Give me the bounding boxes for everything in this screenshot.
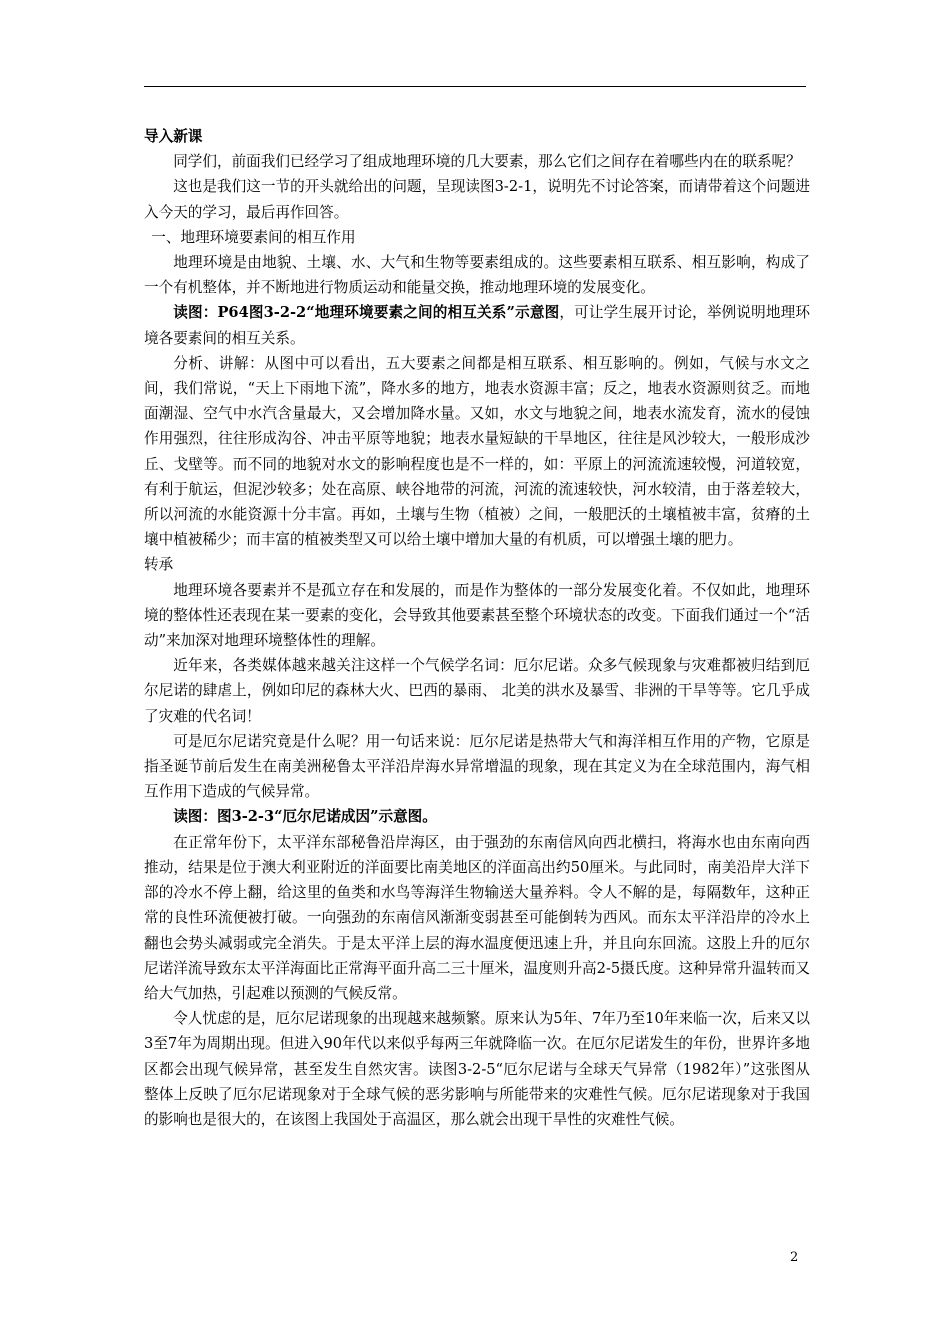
heading-intro: 导入新课 xyxy=(144,128,203,145)
page-number: 2 xyxy=(790,1250,799,1265)
heading-transition: 转承 xyxy=(144,556,174,574)
paragraph-whole: 地理环境各要素并不是孤立存在和发展的，而是作为整体的一部分发展变化着。不仅如此，地理环境的整体性还表现在某一要素的变化，会导致其他要素甚至整个环境状态的改变。下面我们通过一个“活动”来加深对地理环境整体性的理解。 xyxy=(144,581,810,650)
paragraph-what: 可是厄尔尼诺究竟是什么呢？用一句话来说：厄尔尼诺是热带大气和海洋相互作用的产物，它原是指圣诞节前后发生在南美洲秘鲁太平洋沿岸海水异常增温的现象，现在其定义为在全球范围内，海气相互作用下造成的气候异常。 xyxy=(144,732,810,801)
paragraph-analysis: 分析、讲解：从图中可以看出，五大要素之间都是相互联系、相互影响的。例如，气候与水文之间，我们常说，“天上下雨地下流”，降水多的地方，地表水资源丰富；反之，地表水资源则贫乏。而地面潮湿、空气中水汽含量最大，又会增加降水量。又如，水文与地貌之间，地表水流发育，流水的侵蚀作用强烈，往往形成沟谷、冲击平原等地貌；地表水量短缺的干旱地区，往往是风沙较大，一般形成沙丘、戈壁等。而不同的地貌对水文的影响程度也是不一样的，如：平原上的河流流速较慢，河道较宽，有利于航运，但泥沙较多；处在高原、峡谷地带的河流，河流的流速较快，河水较清，由于落差较大，所以河流的水能资源十分丰富。再如，土壤与生物（植被）之间，一般肥沃的土壤植被丰富，贫瘠的土壤中植被稀少；而丰富的植被类型又可以给土壤中增加大量的有机质，可以增强土壤的肥力。 xyxy=(144,354,810,549)
paragraph-intro-question: 同学们，前面我们已经学习了组成地理环境的几大要素，那么它们之间存在着哪些内在的联系呢？ xyxy=(173,153,801,171)
header-rule xyxy=(144,86,806,87)
section-heading-one: 一、地理环境要素间的相互作用 xyxy=(151,228,356,246)
document-body xyxy=(144,124,810,1132)
paragraph-read-fig-2 xyxy=(144,300,810,350)
read-fig-2-bold: 读图：P64图3-2-2“地理环境要素之间的相互关系”示意图 xyxy=(173,304,560,322)
paragraph-intro-fig: 这也是我们这一节的开头就给出的问题，呈现读图3-2-1，说明先不讨论答案，而请带着这个问题进入今天的学习，最后再作回答。 xyxy=(144,178,810,221)
read-fig-2-rest: ，可让学生展开讨论，举例说明地理环境各要素间的相互关系。 xyxy=(144,304,810,347)
paragraph-worry: 令人忧虑的是，厄尔尼诺现象的出现越来越频繁。原来认为5年、7年乃至10年来临一次，后来又以3至7年为周期出现。但进入90年代以来似乎每两三年就降临一次。在厄尔尼诺发生的年份，世界许多地区都会出现气候异常，甚至发生自然灾害。读图3-2-5“厄尔尼诺与全球天气异常（1982年）”这张图从整体上反映了厄尔尼诺现象对于全球气候的恶劣影响与所能带来的灾难性气候。厄尔尼诺现象对于我国的影响也是很大的，在该图上我国处于高温区，那么就会出现干旱性的灾难性气候。 xyxy=(144,1010,810,1128)
paragraph-environment: 地理环境是由地貌、土壤、水、大气和生物等要素组成的。这些要素相互联系、相互影响，构成了一个有机整体，并不断地进行物质运动和能量交换，推动地理环境的发展变化。 xyxy=(144,254,810,297)
paragraph-recent: 近年来，各类媒体越来越关注这样一个气候学名词：厄尔尼诺。众多气候现象与灾难都被归结到厄尔尼诺的肆虐上，例如印尼的森林大火、巴西的暴雨、 北美的洪水及暴雪、非洲的干旱等等。它几乎成了灾难的代名词！ xyxy=(144,657,810,725)
paragraph-normal: 在正常年份下，太平洋东部秘鲁沿岸海区，由于强劲的东南信风向西北横扫，将海水也由东南向西推动，结果是位于澳大利亚附近的洋面要比南美地区的洋面高出约50厘米。与此同时，南美沿岸大洋下部的冷水不停上翻，给这里的鱼类和水鸟等海洋生物输送大量养料。令人不解的是，每隔数年，这种正常的良性环流便被打破。一向强劲的东南信风渐渐变弱甚至可能倒转为西风。而东太平洋沿岸的冷水上翻也会势头减弱或完全消失。于是太平洋上层的海水温度便迅速上升，并且向东回流。这股上升的厄尔尼诺洋流导致东太平洋海面比正常海平面升高二三十厘米，温度则升高2-5摄氏度。这种异常升温转而又给大气加热，引起难以预测的气候反常。 xyxy=(144,833,810,1002)
paragraph-read-fig-3: 读图：图3-2-3“厄尔尼诺成因”示意图。 xyxy=(173,808,437,826)
